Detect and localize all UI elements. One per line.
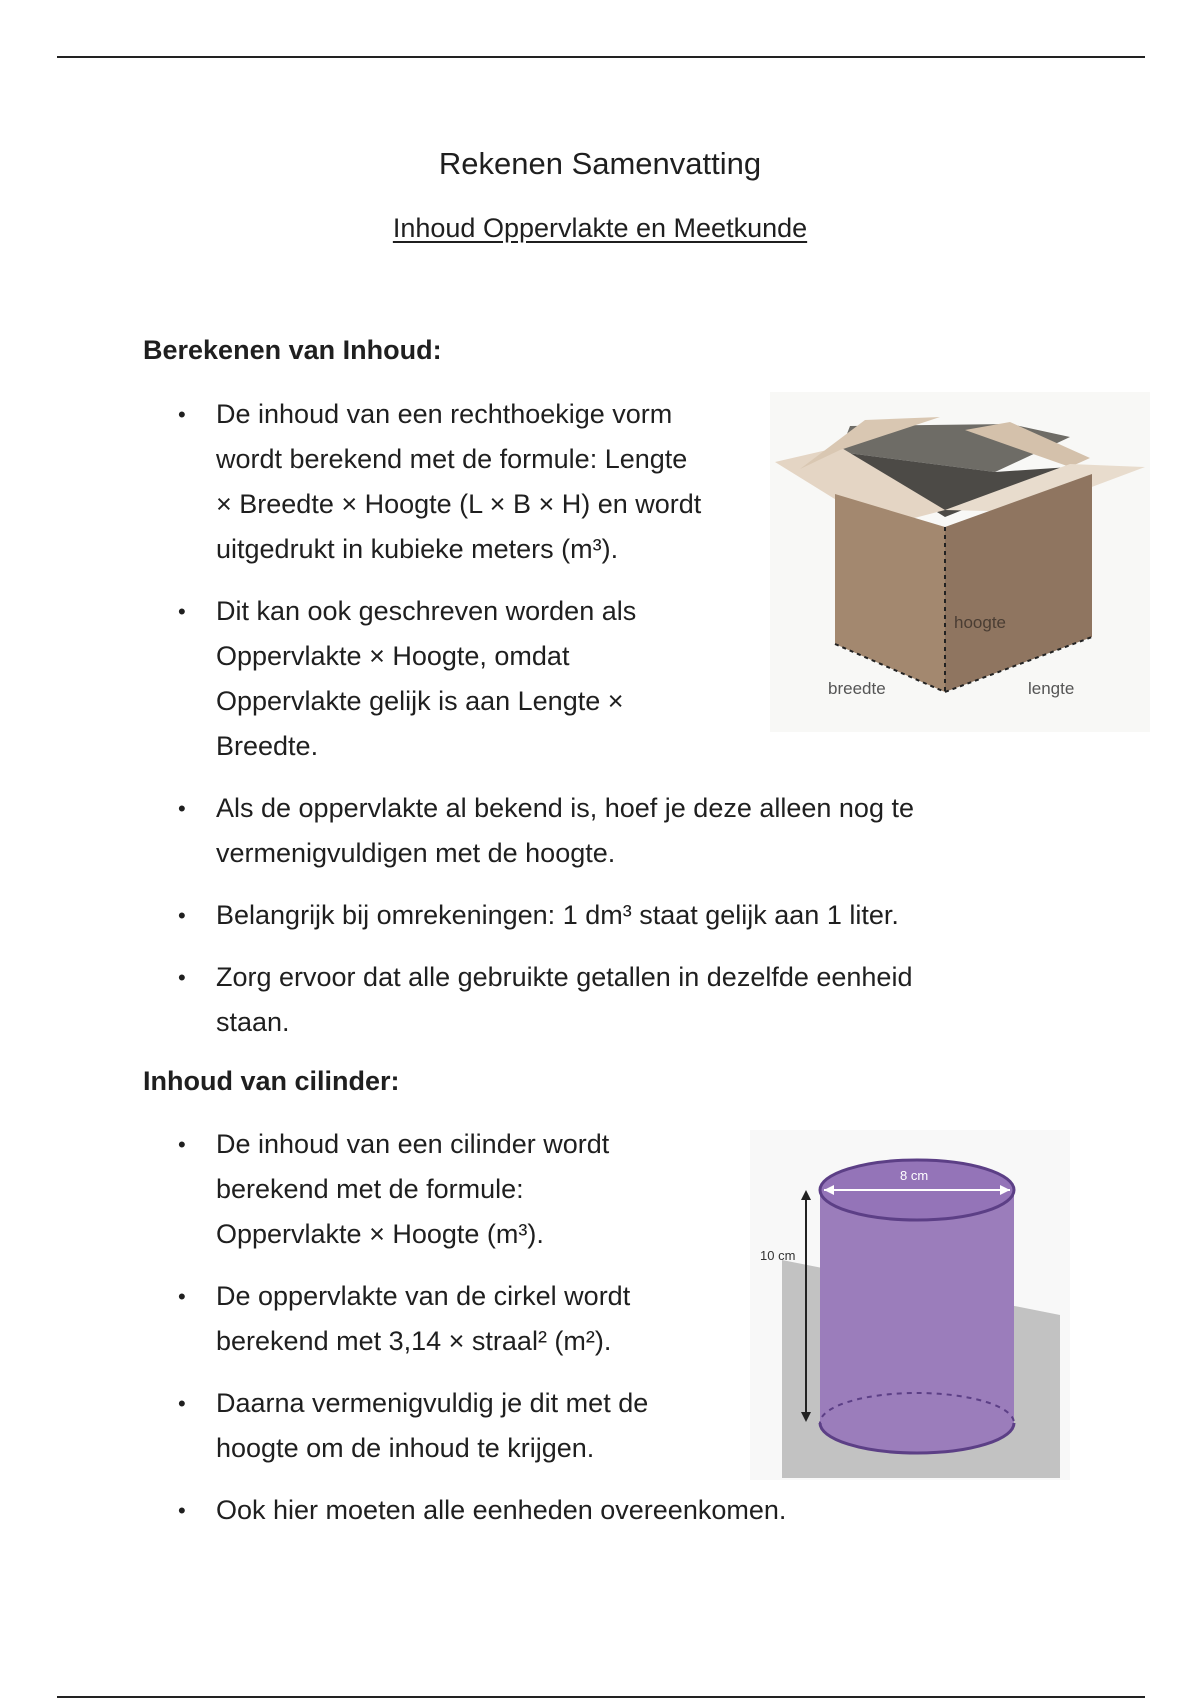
bullet-icon: • xyxy=(178,1132,186,1157)
top-rule xyxy=(57,56,1145,58)
list-item: • De inhoud van een cilinder wordt berekend met de formule: Oppervlakte × Hoogte (m³). xyxy=(0,1122,756,1257)
height-label: 10 cm xyxy=(760,1248,796,1263)
cylinder-illustration xyxy=(750,1130,1070,1480)
list-item: • De inhoud van een rechthoekige vorm wordt berekend met de formule: Lengte × Breedte × Hoogte (L × B × H) en wordt uitgedrukt in kubieke meters (m³). xyxy=(0,392,736,572)
bullet-icon: • xyxy=(178,1391,186,1416)
list-item: • Daarna vermenigvuldig je dit met de hoogte om de inhoud te krijgen. xyxy=(0,1381,756,1471)
page-title: Rekenen Samenvatting xyxy=(438,146,762,181)
bullet-icon: • xyxy=(178,402,186,427)
list-item: • Als de oppervlakte al bekend is, hoef je deze alleen nog te vermenigvuldigen met de hoogte. xyxy=(0,786,1016,876)
bullet-icon: • xyxy=(178,903,186,928)
list-item: • Zorg ervoor dat alle gebruikte getallen in dezelfde eenheid staan. xyxy=(0,955,1016,1045)
box-illustration xyxy=(770,392,1150,732)
width-label: breedte xyxy=(828,679,886,698)
bullet-icon: • xyxy=(178,965,186,990)
list-item: • Belangrijk bij omrekeningen: 1 dm³ staat gelijk aan 1 liter. xyxy=(0,893,1016,938)
bottom-rule xyxy=(57,1696,1145,1698)
bullet-icon: • xyxy=(178,1284,186,1309)
section-heading-cilinder: Inhoud van cilinder: xyxy=(143,1066,400,1096)
bullet-icon: • xyxy=(178,796,186,821)
page-subtitle: Inhoud Oppervlakte en Meetkunde xyxy=(392,213,808,243)
length-label: lengte xyxy=(1028,679,1075,698)
height-label: hoogte xyxy=(954,613,1006,632)
section-heading-inhoud: Berekenen van Inhoud: xyxy=(143,335,442,365)
bullet-icon: • xyxy=(178,599,186,624)
list-item: • Dit kan ook geschreven worden als Oppervlakte × Hoogte, omdat Oppervlakte gelijk is aan Lengte × Breedte. xyxy=(0,589,736,769)
diameter-label: 8 cm xyxy=(900,1168,929,1183)
cylinder-body xyxy=(820,1190,1014,1453)
bullet-icon: • xyxy=(178,1498,186,1523)
list-item: • Ook hier moeten alle eenheden overeenkomen. xyxy=(0,1488,1016,1533)
list-item: • De oppervlakte van de cirkel wordt berekend met 3,14 × straal² (m²). xyxy=(0,1274,756,1364)
